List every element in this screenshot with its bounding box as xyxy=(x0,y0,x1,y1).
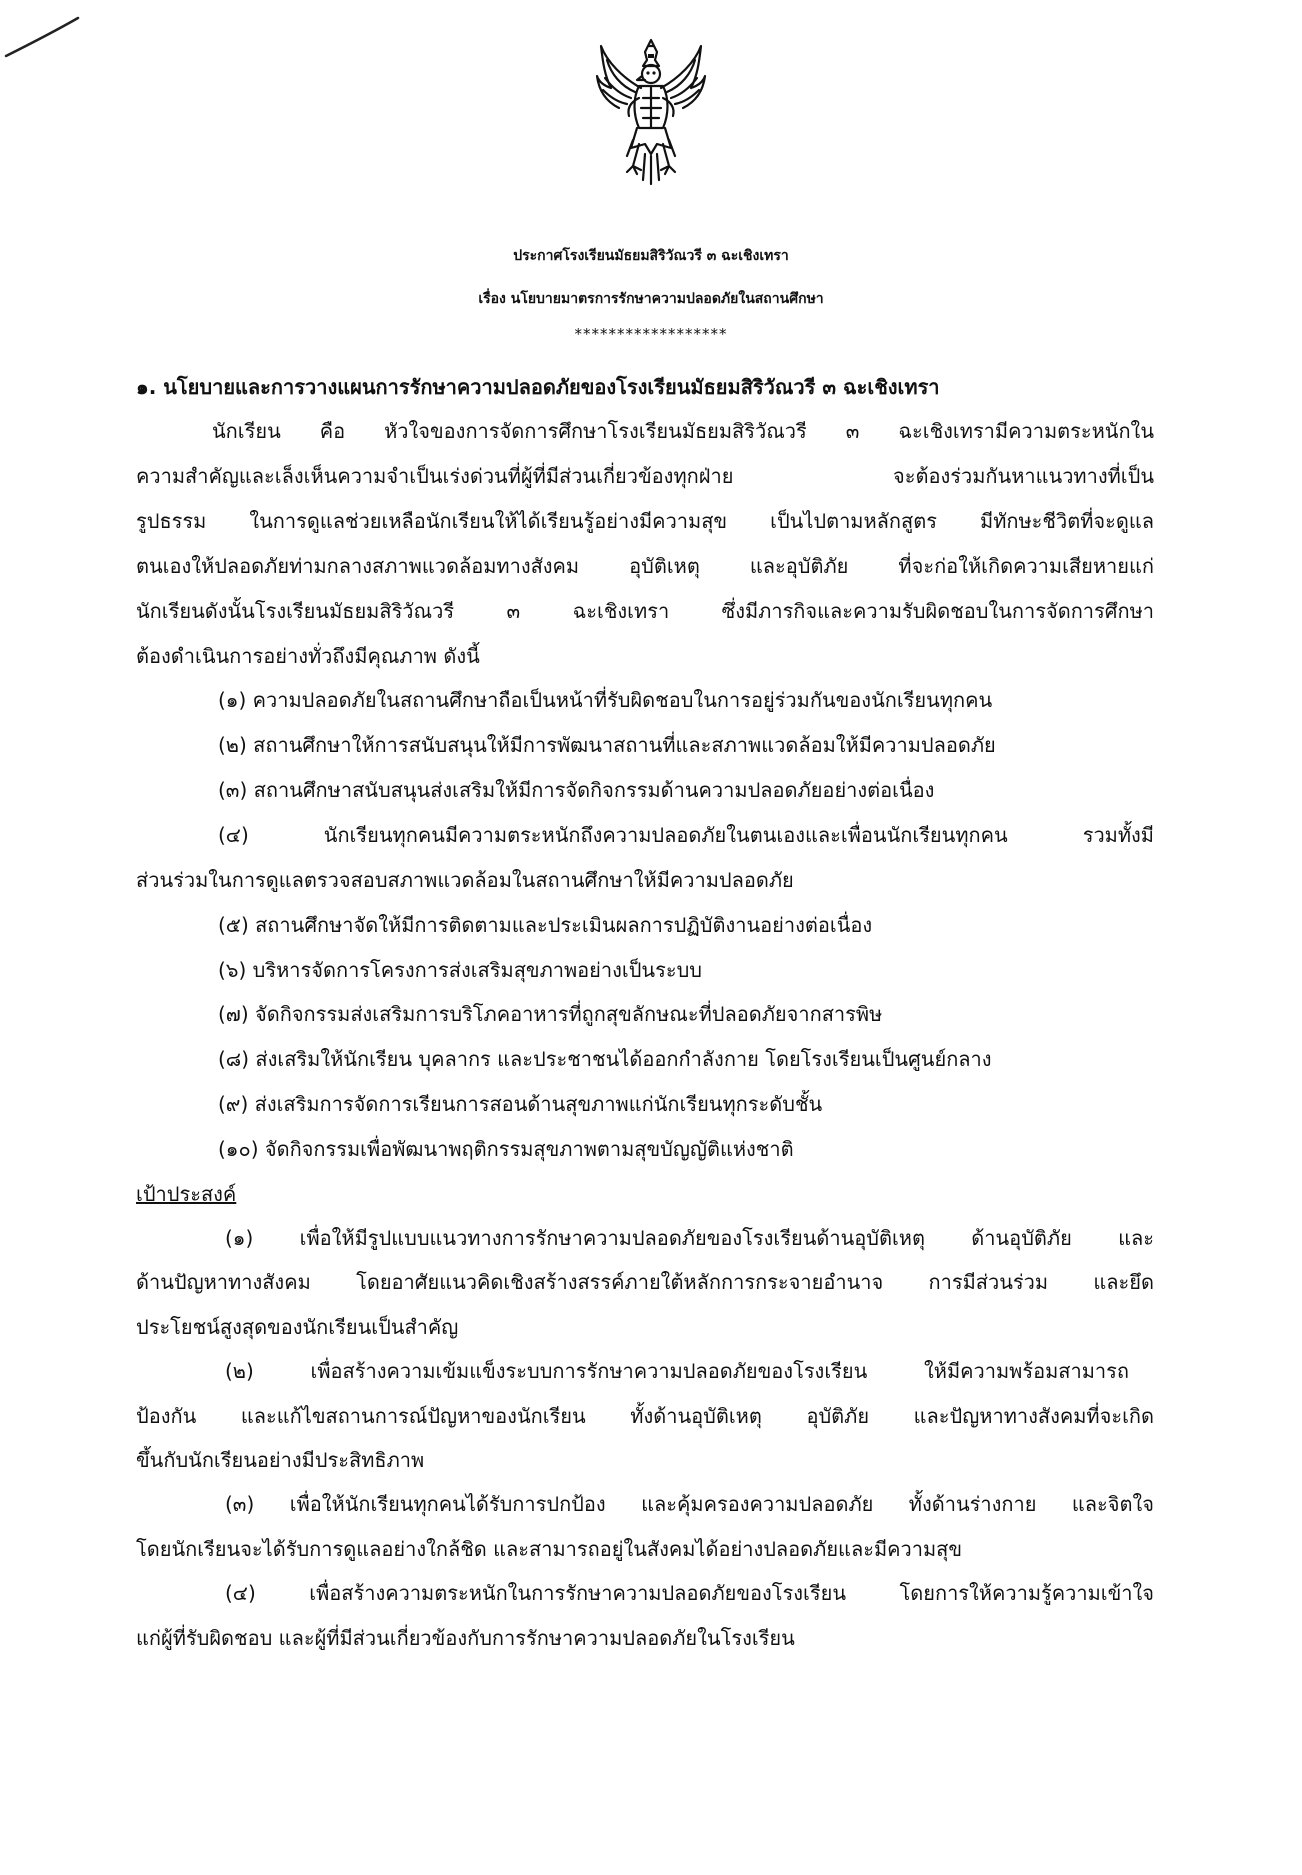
objective-line: ประโยชน์สูงสุดของนักเรียนเป็นสำคัญ xyxy=(136,1315,459,1339)
list-item: (๑๐) จัดกิจกรรมเพื่อพัฒนาพฤติกรรมสุขภาพตามสุขบัญญัติแห่งชาติ xyxy=(218,1137,794,1161)
list-item: (๙) ส่งเสริมการจัดการเรียนการสอนด้านสุขภาพแก่นักเรียนทุกระดับชั้น xyxy=(218,1092,823,1116)
list-item: (๒) สถานศึกษาให้การสนับสนุนให้มีการพัฒนาสถานที่และสภาพแวดล้อมให้มีความปลอดภัย xyxy=(218,733,996,757)
paragraph-line: รูปธรรม ในการดูแลช่วยเหลือนักเรียนให้ได้เรียนรู้อย่างมีความสุข เป็นไปตามหลักสูตร มีทักษะชีวิตที่จะดูแล xyxy=(136,509,1154,533)
list-item: (๘) ส่งเสริมให้นักเรียน บุคลากร และประชาชนได้ออกกำลังกาย โดยโรงเรียนเป็นศูนย์กลาง xyxy=(218,1047,992,1071)
paragraph-line: ตนเองให้ปลอดภัยท่ามกลางสภาพแวดล้อมทางสังคม อุบัติเหตุ และอุบัติภัย ที่จะก่อให้เกิดความเสียหายแก่ xyxy=(136,554,1154,578)
objective-line: (๔) เพื่อสร้างความตระหนักในการรักษาความปลอดภัยของโรงเรียน โดยการให้ความรู้ความเข้าใจ xyxy=(225,1581,1154,1605)
document-title: ประกาศโรงเรียนมัธยมสิริวัณวรี ๓ ฉะเชิงเทรา xyxy=(513,248,789,264)
objective-line: ขึ้นกับนักเรียนอย่างมีประสิทธิภาพ xyxy=(136,1448,425,1472)
objective-line: ด้านปัญหาทางสังคม โดยอาศัยแนวคิดเชิงสร้างสรรค์ภายใต้หลักการกระจายอำนาจ การมีส่วนร่วม และยึด xyxy=(136,1270,1154,1294)
list-item: (๓) สถานศึกษาสนับสนุนส่งเสริมให้มีการจัดกิจกรรมด้านความปลอดภัยอย่างต่อเนื่อง xyxy=(218,778,935,802)
paragraph-line: นักเรียน คือ หัวใจของการจัดการศึกษาโรงเรียนมัธยมสิริวัณวรี ๓ ฉะเชิงเทรามีความตระหนักใน xyxy=(212,419,1154,443)
objective-line: (๓) เพื่อให้นักเรียนทุกคนได้รับการปกป้อง และคุ้มครองความปลอดภัย ทั้งด้านร่างกาย และจิตใจ xyxy=(225,1492,1154,1516)
objective-line: โดยนักเรียนจะได้รับการดูแลอย่างใกล้ชิด และสามารถอยู่ในสังคมได้อย่างปลอดภัยและมีความสุข xyxy=(136,1537,963,1561)
separator: ****************** xyxy=(574,325,728,343)
pen-mark xyxy=(2,12,82,62)
document-subject: เรื่อง นโยบายมาตรการรักษาความปลอดภัยในสถานศึกษา xyxy=(478,291,824,307)
list-item: (๑) ความปลอดภัยในสถานศึกษาถือเป็นหน้าที่รับผิดชอบในการอยู่ร่วมกันของนักเรียนทุกคน xyxy=(218,688,993,712)
section-heading: ๑. นโยบายและการวางแผนการรักษาความปลอดภัยของโรงเรียนมัธยมสิริวัณวรี ๓ ฉะเชิงเทรา xyxy=(136,375,940,399)
paragraph-line: ความสำคัญและเล็งเห็นความจำเป็นเร่งด่วนที่ผู้ที่มีส่วนเกี่ยวข้องทุกฝ่าย จะต้องร่วมกันหาแนวทางที่เป็น xyxy=(136,464,1154,488)
objective-line: แก่ผู้ที่รับผิดชอบ และผู้ที่มีส่วนเกี่ยวข้องกับการรักษาความปลอดภัยในโรงเรียน xyxy=(136,1626,795,1650)
garuda-emblem xyxy=(593,36,709,186)
list-item: (๗) จัดกิจกรรมส่งเสริมการบริโภคอาหารที่ถูกสุขลักษณะที่ปลอดภัยจากสารพิษ xyxy=(218,1002,883,1026)
list-item: ส่วนร่วมในการดูแลตรวจสอบสภาพแวดล้อมในสถานศึกษาให้มีความปลอดภัย xyxy=(136,868,794,892)
objective-line: ป้องกัน และแก้ไขสถานการณ์ปัญหาของนักเรียน ทั้งด้านอุบัติเหตุ อุบัติภัย และปัญหาทางสังคมที่จะเกิด xyxy=(136,1404,1154,1428)
list-item: (๔) นักเรียนทุกคนมีความตระหนักถึงความปลอดภัยในตนเองและเพื่อนนักเรียนทุกคน รวมทั้งมี xyxy=(218,823,1154,847)
paragraph-line: นักเรียนดังนั้นโรงเรียนมัธยมสิริวัณวรี ๓ ฉะเชิงเทรา ซึ่งมีภารกิจและความรับผิดชอบในการจัดการศึกษา xyxy=(136,599,1154,623)
paragraph-line: ต้องดำเนินการอย่างทั่วถึงมีคุณภาพ ดังนี้ xyxy=(136,644,480,668)
list-item: (๖) บริหารจัดการโครงการส่งเสริมสุขภาพอย่างเป็นระบบ xyxy=(218,958,702,982)
objective-line: (๒) เพื่อสร้างความเข้มแข็งระบบการรักษาความปลอดภัยของโรงเรียน ให้มีความพร้อมสามารถ xyxy=(225,1359,1129,1383)
objective-line: (๑) เพื่อให้มีรูปแบบแนวทางการรักษาความปลอดภัยของโรงเรียนด้านอุบัติเหตุ ด้านอุบัติภัย และ xyxy=(225,1226,1154,1250)
list-item: (๕) สถานศึกษาจัดให้มีการติดตามและประเมินผลการปฏิบัติงานอย่างต่อเนื่อง xyxy=(218,913,873,937)
objectives-heading: เป้าประสงค์ xyxy=(136,1182,237,1206)
